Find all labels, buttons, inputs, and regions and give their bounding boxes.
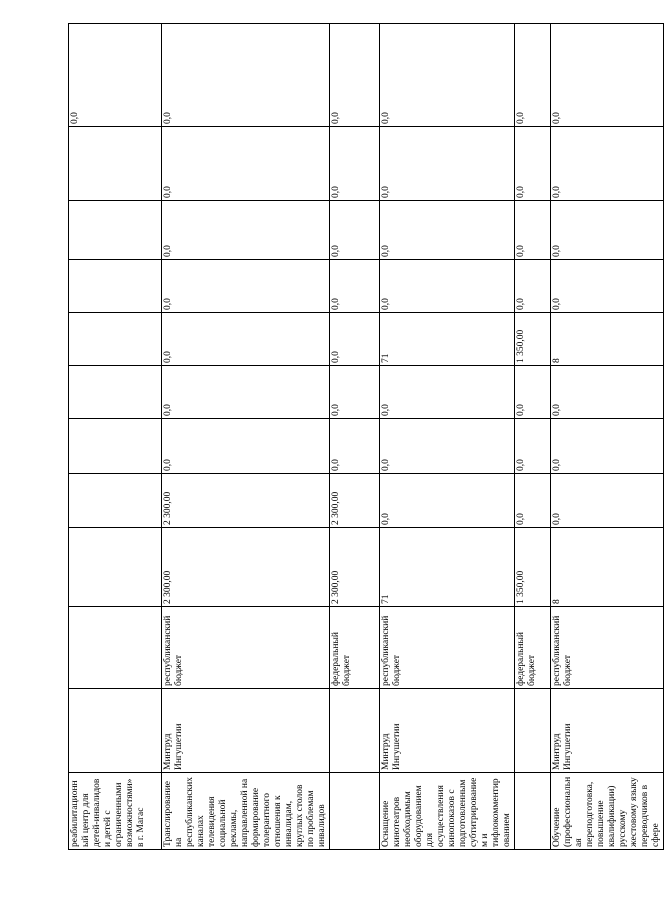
- row-executor: Минтруд Ингушетии: [380, 689, 515, 773]
- row-value: 8: [551, 313, 664, 366]
- row-value: 0,0: [551, 419, 664, 474]
- row-funding-source: федеральный бюджет: [515, 607, 551, 689]
- row-value: 0,0: [515, 260, 551, 313]
- row-value: 0,0: [551, 201, 664, 260]
- row-value: 0,0: [330, 260, 380, 313]
- row-value: 71: [380, 313, 515, 366]
- row-value: [69, 474, 162, 528]
- row-name: Транслирование на республиканских каналах телевидения социальной рекламы, направленной на формирование толерантного отношения к инвалидам, круглых столов по проблемам инвалидов: [162, 773, 330, 850]
- row-funding-source: республиканский бюджет: [380, 607, 515, 689]
- row-value: 0,0: [330, 419, 380, 474]
- row-name: Обучение (профессиональная переподготовка, повышение квалификации) русскому жестовому языку переводчиков в сфере: [551, 773, 664, 850]
- row-executor: Минтруд Ингушетии: [162, 689, 330, 773]
- row-value: 0,0: [515, 474, 551, 528]
- row-value: 2 300,00: [330, 474, 380, 528]
- row-value: [69, 366, 162, 419]
- row-funding-source: республиканский бюджет: [551, 607, 664, 689]
- row-value: 1 350,00: [515, 313, 551, 366]
- row-value: 0,0: [551, 474, 664, 528]
- row-value: 0,0: [162, 201, 330, 260]
- row-value: 0,0: [330, 366, 380, 419]
- row-value: 0,0: [380, 24, 515, 127]
- table-row: [551, 24, 664, 850]
- row-value: 0,0: [330, 201, 380, 260]
- table-body: [69, 24, 664, 850]
- row-value: 0,0: [162, 127, 330, 201]
- row-value: 0,0: [162, 24, 330, 127]
- budget-table: [68, 23, 664, 850]
- row-value: 0,0: [551, 366, 664, 419]
- row-value: 0,0: [380, 260, 515, 313]
- row-executor: Минтруд Ингушетии: [551, 689, 664, 773]
- row-value: 0,0: [162, 260, 330, 313]
- table-row: [162, 24, 330, 850]
- table-row: [69, 24, 162, 850]
- row-value: 0,0: [380, 127, 515, 201]
- row-value: [69, 201, 162, 260]
- row-name: [330, 773, 380, 850]
- row-name: [515, 773, 551, 850]
- row-value: 0,0: [515, 366, 551, 419]
- row-value: 0,0: [551, 24, 664, 127]
- row-value: 0,0: [330, 127, 380, 201]
- row-value: 0,0: [162, 313, 330, 366]
- row-value: 0,0: [515, 24, 551, 127]
- row-executor: [515, 689, 551, 773]
- row-value: 0,0: [380, 366, 515, 419]
- row-value: 0,0: [380, 201, 515, 260]
- row-value: 8: [551, 528, 664, 607]
- row-funding-source: республиканский бюджет: [162, 607, 330, 689]
- row-value: 0,0: [330, 313, 380, 366]
- row-name: Оснащение кинотеатров необходимым оборудованием для осуществления кинопоказов с подготовленным субтитрированием и тифлокомментированием: [380, 773, 515, 850]
- row-value: 0,0: [515, 127, 551, 201]
- row-funding-source: федеральный бюджет: [330, 607, 380, 689]
- row-value: [69, 127, 162, 201]
- row-value: 0,0: [162, 419, 330, 474]
- row-value: 0,0: [380, 419, 515, 474]
- row-executor: [330, 689, 380, 773]
- row-value: 0,0: [515, 419, 551, 474]
- row-value: 0,0: [330, 24, 380, 127]
- table-row: [515, 24, 551, 850]
- row-name: реабилитационный центр для детей-инвалидов и детей с ограниченными возможностями» в г. Магас: [69, 773, 162, 850]
- row-value: 1 350,00: [515, 528, 551, 607]
- row-value: [69, 419, 162, 474]
- row-value: [69, 313, 162, 366]
- row-value: 0,0: [551, 127, 664, 201]
- row-value: 0,0: [380, 474, 515, 528]
- row-value: 0,0: [551, 260, 664, 313]
- row-value: [69, 528, 162, 607]
- row-value: 0,0: [69, 24, 162, 127]
- table-row: [330, 24, 380, 850]
- row-value: 0,0: [515, 201, 551, 260]
- row-value: 2 300,00: [330, 528, 380, 607]
- row-value: 71: [380, 528, 515, 607]
- row-value: 0,0: [162, 366, 330, 419]
- row-value: [69, 260, 162, 313]
- row-value: 2 300,00: [162, 474, 330, 528]
- row-executor: [69, 689, 162, 773]
- rotated-page: [68, 24, 661, 850]
- row-value: 2 300,00: [162, 528, 330, 607]
- table-row: [380, 24, 515, 850]
- row-funding-source: [69, 607, 162, 689]
